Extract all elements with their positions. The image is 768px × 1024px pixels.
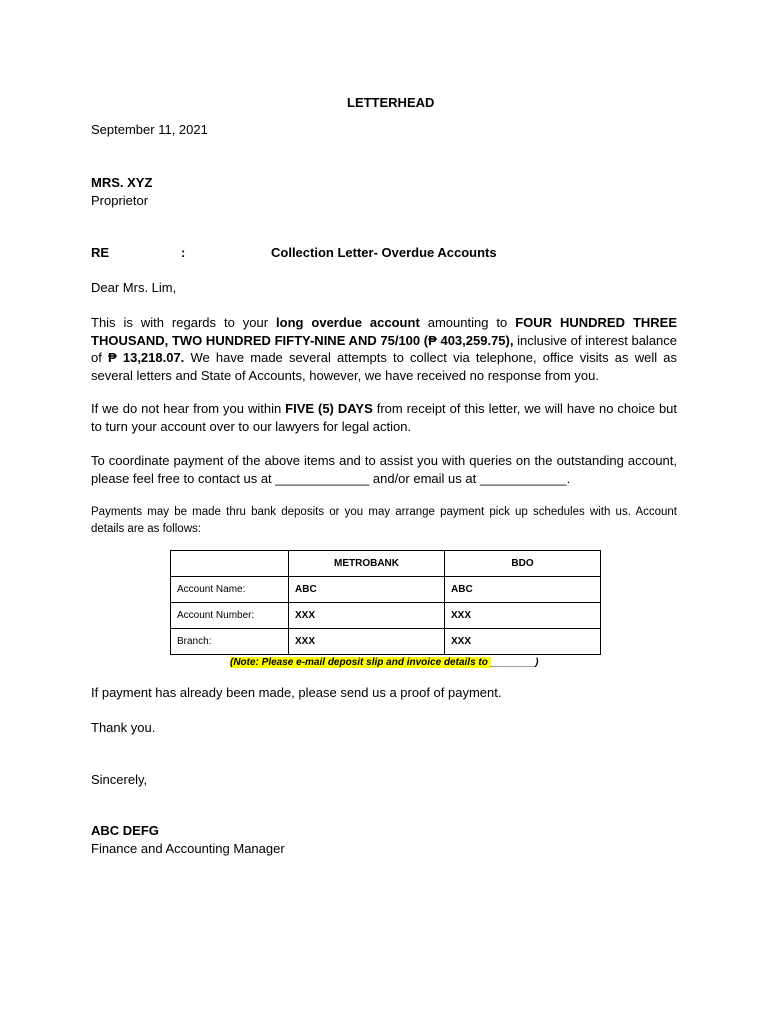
table-header-cell: METROBANK [289,551,445,577]
recipient-name: MRS. XYZ [91,175,153,190]
table-cell: XXX [289,603,445,629]
para1-text: inclusive of interest balance of [91,332,678,365]
salutation: Dear Mrs. Lim, [91,280,177,295]
paragraph-proof-of-payment: If payment has already been made, please send us a proof of payment. [91,685,502,700]
paragraph-contact: To coordinate payment of the above items and to assist you with queries on the outstanding account, please feel free to contact us at _____________ and/or email us at ____________. [91,453,677,486]
re-label: RE [91,245,110,260]
para2-text: If we do not hear from you within [91,401,286,416]
re-subject: Collection Letter- Overdue Accounts [271,245,497,260]
para2-text: from receipt of this letter, we will have no choice but to turn your account over to our lawyers for legal action. [91,401,678,434]
table-cell-label: Branch: [171,629,289,655]
table-cell: XXX [289,629,445,655]
table-row [171,629,601,655]
closing: Sincerely, [91,772,148,787]
signatory-title: Finance and Accounting Manager [91,841,285,856]
deposit-note [230,656,538,670]
para1-text: We have made several attempts to collect via telephone, office visits as well as several letters and State of Accounts, however, we have received no response from you. [91,350,677,383]
table-cell: ABC [445,577,601,603]
letter-date: September 11, 2021 [91,122,208,137]
table-row [171,603,601,629]
para1-bold-interest: ₱ 13,218.07. [108,350,185,365]
para1-bold-overdue: long overdue account [276,315,420,330]
paragraph-deadline [91,400,677,435]
deposit-note-highlighted: (Note: Please e-mail deposit slip and invoice details to [230,657,491,668]
para2-bold-days: FIVE (5) DAYS [285,401,373,416]
paragraph-payment-details: Payments may be made thru bank deposits or you may arrange payment pick up schedules with us. Account details are as follows: [91,506,677,535]
bank-account-table [170,550,601,655]
para1-text: This is with regards to your [91,315,277,330]
paragraph-overdue-amount [91,314,677,384]
table-row [171,577,601,603]
recipient-title: Proprietor [91,193,149,208]
para1-bold-amount: FOUR HUNDRED THREE THOUSAND, TWO HUNDRED FIFTY-NINE AND 75/100 (₱ 403,259.75), [91,315,678,348]
table-cell: XXX [445,603,601,629]
deposit-note-blank: ________) [490,657,539,668]
table-cell-label: Account Name: [171,577,289,603]
signatory-name: ABC DEFG [91,823,159,838]
table-header-cell: BDO [445,551,601,577]
table-cell-label: Account Number: [171,603,289,629]
table-cell: XXX [445,629,601,655]
table-cell: ABC [289,577,445,603]
thank-you: Thank you. [91,720,156,735]
table-header-cell [171,551,289,577]
table-header-row [171,551,601,577]
re-colon: : [181,245,186,260]
letterhead-title: LETTERHEAD [347,95,435,110]
para1-text: amounting to [419,315,516,330]
